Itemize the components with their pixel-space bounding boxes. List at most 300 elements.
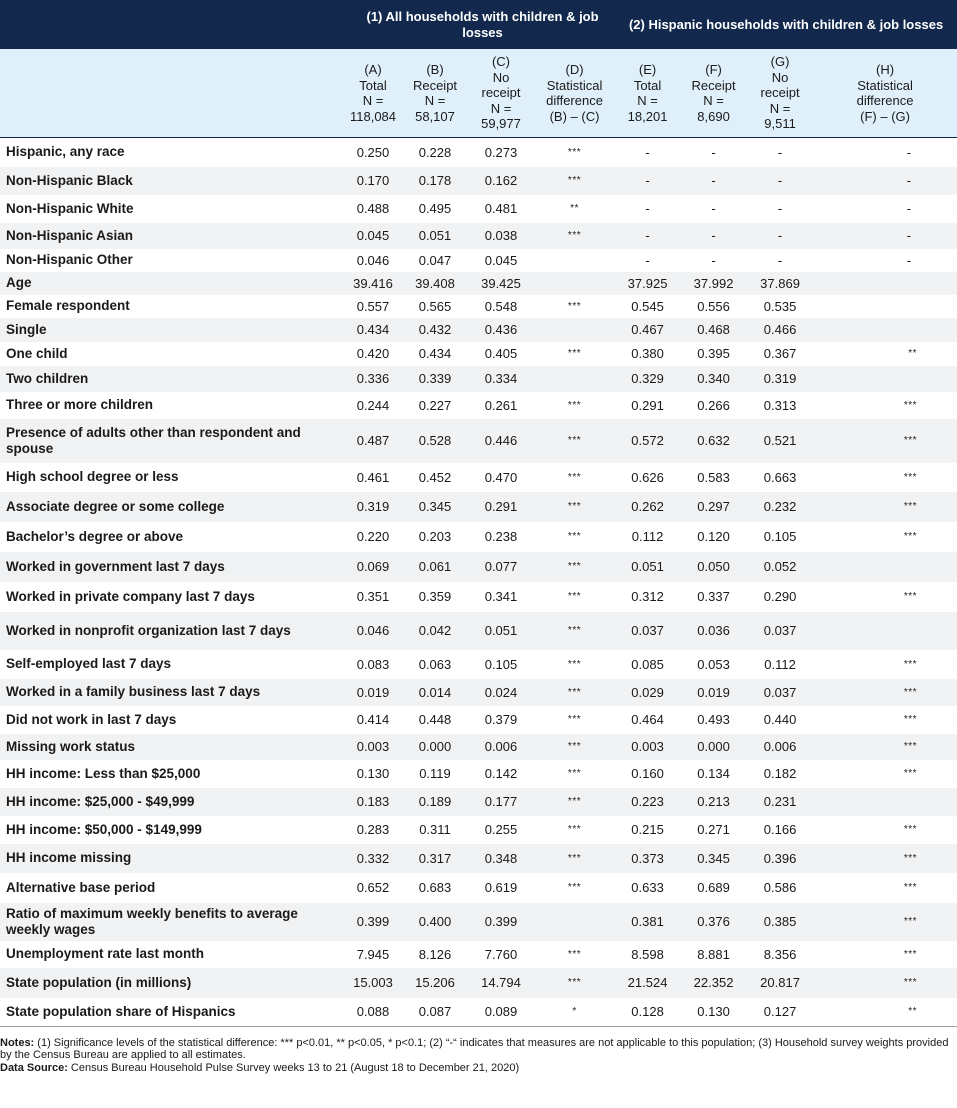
row-label: Two children <box>0 366 344 392</box>
value-cell-b: 0.448 <box>402 706 468 734</box>
significance-cell-d: *** <box>534 873 615 903</box>
significance-cell-h: *** <box>813 650 957 679</box>
value-cell-e: 0.381 <box>615 903 680 941</box>
column-header-line: 8,690 <box>697 108 730 124</box>
value-cell-c: 0.548 <box>468 295 534 318</box>
value-cell-c: 0.291 <box>468 492 534 522</box>
value-cell-b: 0.495 <box>402 195 468 223</box>
value-cell-a: 0.046 <box>344 612 402 650</box>
value-cell-e: - <box>615 138 680 167</box>
value-cell-b: 0.178 <box>402 167 468 195</box>
value-cell-b: 0.452 <box>402 463 468 492</box>
value-cell-a: 0.487 <box>344 419 402 463</box>
group-header-all-households: (1) All households with children & job losses <box>344 0 615 49</box>
significance-cell-d: *** <box>534 734 615 760</box>
value-cell-e: 8.598 <box>615 941 680 968</box>
table-row <box>0 223 957 249</box>
value-cell-c: 0.024 <box>468 679 534 706</box>
value-cell-b: 0.228 <box>402 138 468 167</box>
value-cell-a: 0.069 <box>344 552 402 582</box>
significance-cell-d: *** <box>534 223 615 249</box>
value-cell-g: 0.313 <box>747 392 813 419</box>
significance-cell-h <box>813 612 957 650</box>
value-cell-a: 0.461 <box>344 463 402 492</box>
value-cell-b: 0.227 <box>402 392 468 419</box>
value-cell-g: 0.521 <box>747 419 813 463</box>
column-header-line: N = <box>769 100 791 116</box>
significance-cell-h: *** <box>813 968 957 998</box>
value-cell-c: 0.481 <box>468 195 534 223</box>
value-cell-a: 0.183 <box>344 788 402 816</box>
data-source-text: Census Bureau Household Pulse Survey weeks 13 to 21 (August 18 to December 21, 2020) <box>70 1061 520 1074</box>
column-header-line: (B) <box>426 62 444 77</box>
value-cell-b: 0.000 <box>402 734 468 760</box>
column-header-line: difference <box>856 93 914 108</box>
value-cell-b: 0.345 <box>402 492 468 522</box>
value-cell-f: - <box>680 223 747 249</box>
value-cell-a: 7.945 <box>344 941 402 968</box>
value-cell-c: 39.425 <box>468 272 534 295</box>
column-header-line: Total <box>633 77 662 93</box>
table-row <box>0 419 957 463</box>
column-header-line: (E) <box>638 62 657 77</box>
value-cell-f: 0.213 <box>680 788 747 816</box>
value-cell-b: 0.051 <box>402 223 468 249</box>
value-cell-g: 0.112 <box>747 650 813 679</box>
table-body <box>0 138 957 1026</box>
row-label: State population (in millions) <box>0 968 344 998</box>
value-cell-c: 0.470 <box>468 463 534 492</box>
value-cell-g: 0.231 <box>747 788 813 816</box>
column-header-line: (C) <box>491 54 511 70</box>
value-cell-a: 0.414 <box>344 706 402 734</box>
column-header-line: (A) <box>364 62 382 77</box>
row-label: Non-Hispanic Black <box>0 167 344 195</box>
value-cell-b: 0.339 <box>402 366 468 392</box>
value-cell-a: 0.319 <box>344 492 402 522</box>
value-cell-e: 0.380 <box>615 342 680 366</box>
column-header-line: Receipt <box>691 77 736 93</box>
row-label: One child <box>0 342 344 366</box>
header-blank-cell <box>0 0 344 49</box>
value-cell-c: 0.105 <box>468 650 534 679</box>
value-cell-b: 0.042 <box>402 612 468 650</box>
value-cell-b: 0.087 <box>402 998 468 1026</box>
value-cell-c: 0.089 <box>468 998 534 1026</box>
value-cell-a: 0.332 <box>344 844 402 873</box>
value-cell-a: 0.130 <box>344 760 402 788</box>
significance-cell-d: *** <box>534 295 615 318</box>
value-cell-e: 0.329 <box>615 366 680 392</box>
row-label: Non-Hispanic Other <box>0 249 344 272</box>
value-cell-e: 0.633 <box>615 873 680 903</box>
row-label: Three or more children <box>0 392 344 419</box>
row-label: Non-Hispanic Asian <box>0 223 344 249</box>
value-cell-f: - <box>680 167 747 195</box>
significance-cell-h: *** <box>813 492 957 522</box>
row-label: Alternative base period <box>0 873 344 903</box>
value-cell-e: 0.128 <box>615 998 680 1026</box>
value-cell-b: 0.317 <box>402 844 468 873</box>
column-header-line: (H) <box>876 62 895 77</box>
column-header-line: receipt <box>481 85 521 101</box>
value-cell-g: 0.367 <box>747 342 813 366</box>
significance-cell-d: *** <box>534 679 615 706</box>
value-cell-e: 0.112 <box>615 522 680 552</box>
significance-cell-h <box>813 318 957 342</box>
value-cell-f: 0.468 <box>680 318 747 342</box>
value-cell-e: 0.160 <box>615 760 680 788</box>
value-cell-e: - <box>615 195 680 223</box>
value-cell-c: 0.399 <box>468 903 534 941</box>
table-row <box>0 903 957 941</box>
value-cell-f: 0.036 <box>680 612 747 650</box>
group-header-hispanic-households: (2) Hispanic households with children & job losses <box>615 0 957 49</box>
value-cell-a: 0.336 <box>344 366 402 392</box>
table-row <box>0 195 957 223</box>
notes-text: (1) Significance levels of the statistical difference: *** p<0.01, ** p<0.05, * p<0.1; (2) “-“ indicates that measures are not applicable to this population; (3) Household survey weights provided by the Census Bureau are applied to all estimates. <box>0 1036 949 1061</box>
value-cell-a: 0.083 <box>344 650 402 679</box>
significance-cell-d <box>534 318 615 342</box>
value-cell-b: 0.061 <box>402 552 468 582</box>
value-cell-c: 0.006 <box>468 734 534 760</box>
value-cell-f: 0.689 <box>680 873 747 903</box>
row-label: Hispanic, any race <box>0 138 344 167</box>
value-cell-f: 0.493 <box>680 706 747 734</box>
value-cell-g: 0.385 <box>747 903 813 941</box>
value-cell-g: 0.440 <box>747 706 813 734</box>
value-cell-f: - <box>680 138 747 167</box>
table-header <box>0 0 957 138</box>
row-label: Worked in a family business last 7 days <box>0 679 344 706</box>
significance-cell-d <box>534 272 615 295</box>
value-cell-c: 0.341 <box>468 582 534 612</box>
value-cell-a: 0.557 <box>344 295 402 318</box>
significance-cell-h: *** <box>813 679 957 706</box>
row-label: Self-employed last 7 days <box>0 650 344 679</box>
value-cell-a: 0.420 <box>344 342 402 366</box>
row-label: Ratio of maximum weekly benefits to average weekly wages <box>0 903 344 941</box>
value-cell-e: 0.373 <box>615 844 680 873</box>
value-cell-f: 0.345 <box>680 844 747 873</box>
significance-cell-d: *** <box>534 463 615 492</box>
value-cell-a: 0.046 <box>344 249 402 272</box>
value-cell-g: 8.356 <box>747 941 813 968</box>
column-header-line: 18,201 <box>627 108 668 124</box>
column-header-line: (F) – (G) <box>860 108 910 124</box>
column-header-f <box>680 49 747 138</box>
value-cell-f: 0.632 <box>680 419 747 463</box>
column-header-line: No <box>771 69 789 85</box>
table-row <box>0 552 957 582</box>
significance-cell-h: ** <box>813 998 957 1026</box>
significance-cell-h: - <box>813 195 957 223</box>
column-header-line: N = <box>490 100 512 116</box>
value-cell-g: - <box>747 167 813 195</box>
value-cell-a: 0.003 <box>344 734 402 760</box>
column-header-line: Statistical <box>857 77 913 93</box>
table-row <box>0 760 957 788</box>
significance-cell-d: ** <box>534 195 615 223</box>
value-cell-f: 0.000 <box>680 734 747 760</box>
table-row <box>0 650 957 679</box>
column-header-line: (G) <box>770 54 790 70</box>
value-cell-b: 0.400 <box>402 903 468 941</box>
row-label: Worked in government last 7 days <box>0 552 344 582</box>
value-cell-b: 0.014 <box>402 679 468 706</box>
value-cell-c: 0.405 <box>468 342 534 366</box>
significance-cell-d: *** <box>534 522 615 552</box>
value-cell-f: - <box>680 249 747 272</box>
value-cell-f: 0.556 <box>680 295 747 318</box>
column-header-line: (D) <box>565 62 584 77</box>
value-cell-g: 0.396 <box>747 844 813 873</box>
value-cell-c: 0.162 <box>468 167 534 195</box>
value-cell-e: - <box>615 223 680 249</box>
significance-cell-d: *** <box>534 816 615 844</box>
significance-cell-h: *** <box>813 522 957 552</box>
table-row <box>0 582 957 612</box>
value-cell-g: 0.466 <box>747 318 813 342</box>
value-cell-f: - <box>680 195 747 223</box>
significance-cell-h <box>813 272 957 295</box>
column-header-e <box>615 49 680 138</box>
significance-cell-h: *** <box>813 734 957 760</box>
value-cell-c: 0.619 <box>468 873 534 903</box>
value-cell-e: 0.312 <box>615 582 680 612</box>
column-header-line: Total <box>359 77 387 93</box>
significance-cell-d: *** <box>534 138 615 167</box>
value-cell-g: - <box>747 249 813 272</box>
value-cell-g: 37.869 <box>747 272 813 295</box>
row-label: HH income: $50,000 - $149,999 <box>0 816 344 844</box>
column-header-c <box>468 49 534 138</box>
column-header-line: 118,084 <box>349 108 397 124</box>
column-header-line: 9,511 <box>764 116 796 132</box>
table-row <box>0 249 957 272</box>
value-cell-a: 0.250 <box>344 138 402 167</box>
value-cell-g: 0.166 <box>747 816 813 844</box>
significance-cell-d: *** <box>534 612 615 650</box>
value-cell-b: 0.432 <box>402 318 468 342</box>
value-cell-c: 0.379 <box>468 706 534 734</box>
value-cell-b: 0.528 <box>402 419 468 463</box>
value-cell-f: 0.271 <box>680 816 747 844</box>
row-label: Associate degree or some college <box>0 492 344 522</box>
significance-cell-h <box>813 366 957 392</box>
value-cell-f: 0.019 <box>680 679 747 706</box>
value-cell-b: 39.408 <box>402 272 468 295</box>
row-label: State population share of Hispanics <box>0 998 344 1026</box>
row-label: Presence of adults other than respondent and spouse <box>0 419 344 463</box>
significance-cell-h: *** <box>813 903 957 941</box>
significance-cell-h: *** <box>813 392 957 419</box>
value-cell-e: 0.215 <box>615 816 680 844</box>
value-cell-a: 0.244 <box>344 392 402 419</box>
row-label: High school degree or less <box>0 463 344 492</box>
value-cell-e: 0.545 <box>615 295 680 318</box>
value-cell-g: 20.817 <box>747 968 813 998</box>
significance-cell-d <box>534 903 615 941</box>
value-cell-f: 0.376 <box>680 903 747 941</box>
table-row <box>0 679 957 706</box>
table-row <box>0 138 957 167</box>
value-cell-c: 7.760 <box>468 941 534 968</box>
value-cell-f: 0.266 <box>680 392 747 419</box>
value-cell-b: 0.311 <box>402 816 468 844</box>
value-cell-a: 0.088 <box>344 998 402 1026</box>
value-cell-a: 0.399 <box>344 903 402 941</box>
significance-cell-d: *** <box>534 342 615 366</box>
value-cell-e: 0.262 <box>615 492 680 522</box>
value-cell-b: 0.189 <box>402 788 468 816</box>
value-cell-e: 21.524 <box>615 968 680 998</box>
value-cell-a: 0.170 <box>344 167 402 195</box>
value-cell-g: 0.290 <box>747 582 813 612</box>
value-cell-e: 0.003 <box>615 734 680 760</box>
table-row <box>0 318 957 342</box>
value-cell-g: - <box>747 195 813 223</box>
significance-cell-d: *** <box>534 492 615 522</box>
data-source-line <box>0 1062 957 1075</box>
table-row <box>0 968 957 998</box>
row-label: Unemployment rate last month <box>0 941 344 968</box>
column-header-line: N = <box>637 93 658 108</box>
table-row <box>0 844 957 873</box>
value-cell-a: 0.488 <box>344 195 402 223</box>
value-cell-c: 0.077 <box>468 552 534 582</box>
significance-cell-h <box>813 552 957 582</box>
significance-cell-d: *** <box>534 844 615 873</box>
value-cell-e: - <box>615 249 680 272</box>
value-cell-f: 0.130 <box>680 998 747 1026</box>
column-header-d <box>534 49 615 138</box>
notes-line <box>0 1037 957 1062</box>
value-cell-e: 0.223 <box>615 788 680 816</box>
significance-cell-d: *** <box>534 706 615 734</box>
group-header-row <box>0 0 957 49</box>
value-cell-c: 14.794 <box>468 968 534 998</box>
row-label: Bachelor’s degree or above <box>0 522 344 552</box>
row-label: Female respondent <box>0 295 344 318</box>
value-cell-g: 0.127 <box>747 998 813 1026</box>
column-header-line: N = <box>362 93 384 108</box>
column-header-line: 59,977 <box>481 116 521 132</box>
value-cell-e: 0.572 <box>615 419 680 463</box>
value-cell-g: 0.232 <box>747 492 813 522</box>
value-cell-g: 0.052 <box>747 552 813 582</box>
value-cell-e: 0.291 <box>615 392 680 419</box>
table-row <box>0 612 957 650</box>
significance-cell-h: ** <box>813 342 957 366</box>
row-label: Worked in nonprofit organization last 7 days <box>0 612 344 650</box>
value-cell-c: 0.261 <box>468 392 534 419</box>
value-cell-f: 0.053 <box>680 650 747 679</box>
significance-cell-d: *** <box>534 650 615 679</box>
value-cell-g: 0.586 <box>747 873 813 903</box>
value-cell-c: 0.045 <box>468 249 534 272</box>
value-cell-c: 0.038 <box>468 223 534 249</box>
table-row <box>0 167 957 195</box>
significance-cell-h <box>813 788 957 816</box>
column-header-line: No <box>492 69 510 85</box>
column-header-h <box>813 49 957 138</box>
column-header-g <box>747 49 813 138</box>
significance-cell-h: *** <box>813 873 957 903</box>
table-row <box>0 295 957 318</box>
significance-cell-h: *** <box>813 760 957 788</box>
value-cell-c: 0.238 <box>468 522 534 552</box>
row-label: Single <box>0 318 344 342</box>
value-cell-c: 0.334 <box>468 366 534 392</box>
value-cell-e: 0.037 <box>615 612 680 650</box>
value-cell-f: 0.337 <box>680 582 747 612</box>
value-cell-g: 0.319 <box>747 366 813 392</box>
significance-cell-h: - <box>813 138 957 167</box>
value-cell-a: 0.434 <box>344 318 402 342</box>
value-cell-b: 0.565 <box>402 295 468 318</box>
significance-cell-d: *** <box>534 788 615 816</box>
significance-cell-d: *** <box>534 392 615 419</box>
value-cell-b: 0.119 <box>402 760 468 788</box>
value-cell-c: 0.177 <box>468 788 534 816</box>
value-cell-a: 0.220 <box>344 522 402 552</box>
value-cell-c: 0.273 <box>468 138 534 167</box>
row-label: Non-Hispanic White <box>0 195 344 223</box>
value-cell-b: 0.359 <box>402 582 468 612</box>
row-label: Age <box>0 272 344 295</box>
significance-cell-d <box>534 366 615 392</box>
significance-cell-d <box>534 249 615 272</box>
column-header-a <box>344 49 402 138</box>
value-cell-b: 0.047 <box>402 249 468 272</box>
column-header-line: N = <box>703 93 724 108</box>
value-cell-f: 0.050 <box>680 552 747 582</box>
significance-cell-h: *** <box>813 941 957 968</box>
value-cell-g: 0.006 <box>747 734 813 760</box>
value-cell-e: 0.085 <box>615 650 680 679</box>
value-cell-g: - <box>747 223 813 249</box>
significance-cell-h: *** <box>813 816 957 844</box>
significance-cell-d: *** <box>534 167 615 195</box>
notes-label: Notes: <box>0 1036 35 1049</box>
significance-cell-d: *** <box>534 968 615 998</box>
value-cell-c: 0.348 <box>468 844 534 873</box>
column-header-b <box>402 49 468 138</box>
table-row <box>0 392 957 419</box>
table-row <box>0 734 957 760</box>
table-row <box>0 706 957 734</box>
significance-cell-h: *** <box>813 463 957 492</box>
table-row <box>0 873 957 903</box>
table-row <box>0 941 957 968</box>
column-header-line: 58,107 <box>415 108 455 124</box>
value-cell-g: 0.037 <box>747 612 813 650</box>
significance-cell-d: *** <box>534 552 615 582</box>
value-cell-e: 37.925 <box>615 272 680 295</box>
value-cell-c: 0.142 <box>468 760 534 788</box>
significance-cell-h <box>813 295 957 318</box>
column-header-line: difference <box>546 93 603 108</box>
table-row <box>0 816 957 844</box>
value-cell-g: 0.182 <box>747 760 813 788</box>
column-header-line: Statistical <box>546 77 603 93</box>
value-cell-g: 0.535 <box>747 295 813 318</box>
value-cell-b: 0.434 <box>402 342 468 366</box>
value-cell-e: 0.467 <box>615 318 680 342</box>
value-cell-f: 22.352 <box>680 968 747 998</box>
significance-cell-h: *** <box>813 844 957 873</box>
